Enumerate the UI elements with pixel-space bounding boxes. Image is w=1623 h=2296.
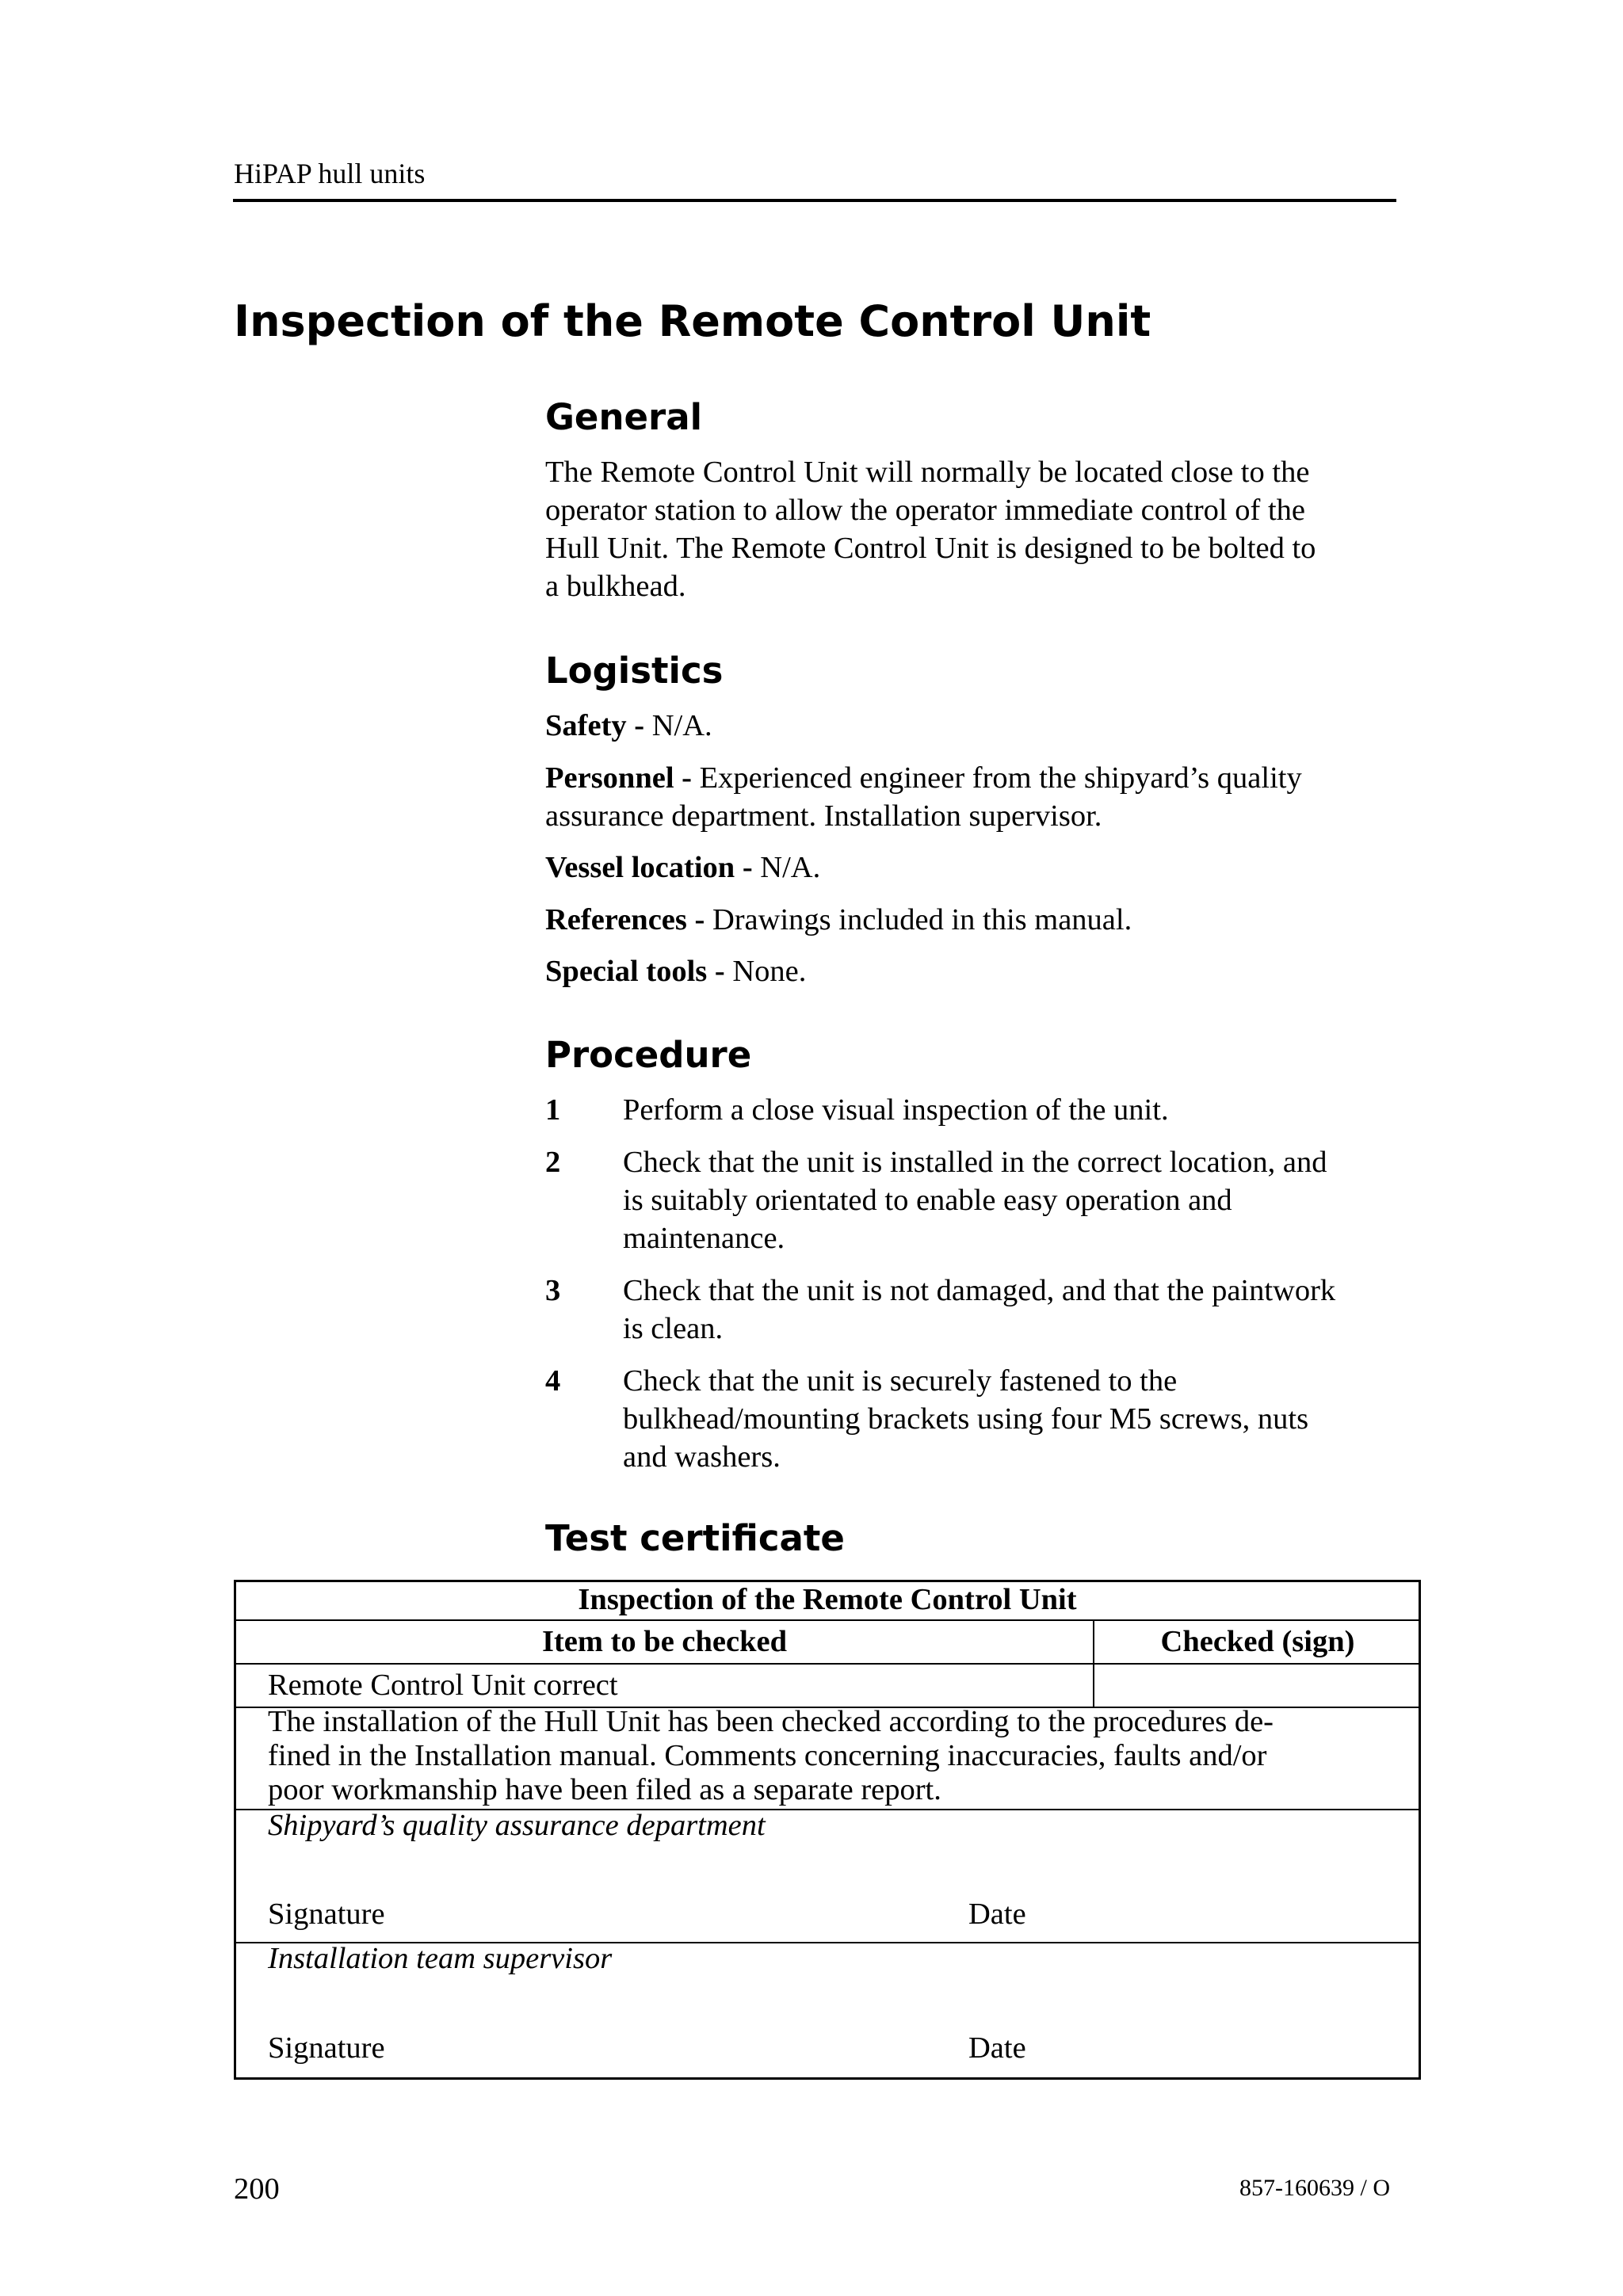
step-text [623,1143,1415,1257]
supervisor-label: Installation team supervisor [268,1942,613,1975]
step-text [623,1362,1415,1476]
qa-date-label: Date [968,1897,1026,1931]
statement-line: poor workmanship have been filed as a separate report. [268,1773,941,1806]
step-text [623,1091,1415,1129]
logistics-personnel [545,759,1409,835]
qa-department-label: Shipyard’s quality assurance department [268,1809,766,1842]
step-line: Check that the unit is securely fastened to the [623,1364,1178,1398]
general-line: operator station to allow the operator immediate control of the [545,494,1305,527]
qa-signature-label: Signature [268,1897,385,1931]
logistics-label: Personnel - [545,761,692,795]
logistics-heading: Logistics [545,650,724,692]
logistics-value: N/A. [760,851,821,884]
step-number: 2 [545,1146,561,1179]
logistics-label: Safety - [545,709,645,742]
logistics-special-tools [545,952,1409,990]
supervisor-date-label: Date [968,2031,1026,2065]
general-heading: General [545,396,702,438]
table-title: Inspection of the Remote Control Unit [578,1583,1077,1616]
step-line: bulkhead/mounting brackets using four M5 screws, nuts [623,1402,1309,1436]
step-line: Check that the unit is installed in the correct location, and [623,1146,1327,1179]
step-line: Check that the unit is not damaged, and that the paintwork [623,1274,1336,1307]
document-id: 857-160639 / O [1239,2175,1390,2201]
step-line: Perform a close visual inspection of the unit. [623,1093,1169,1127]
certificate-table [234,1580,1421,2080]
logistics-label: References - [545,903,705,936]
general-paragraph [545,453,1409,605]
logistics-label: Special tools - [545,955,725,988]
column-header-checked: Checked (sign) [1160,1625,1355,1658]
table-divider [236,1663,1419,1665]
logistics-value: N/A. [651,709,712,742]
logistics-references [545,901,1409,939]
table-divider [236,1619,1419,1621]
step-line: and washers. [623,1440,781,1474]
general-line: Hull Unit. The Remote Control Unit is designed to be bolted to [545,532,1316,565]
certificate-heading: Test certificate [545,1517,845,1559]
item-row-label: Remote Control Unit correct [268,1669,618,1702]
logistics-value: assurance department. Installation supervisor. [545,799,1102,833]
step-line: is clean. [623,1312,724,1345]
logistics-label: Vessel location - [545,851,753,884]
step-number: 3 [545,1274,561,1307]
column-header-item: Item to be checked [542,1625,787,1658]
step-line: is suitably orientated to enable easy operation and [623,1184,1232,1217]
logistics-value: None. [732,955,807,988]
logistics-vessel-location [545,849,1409,887]
header-text: HiPAP hull units [234,158,426,189]
page-number: 200 [234,2172,280,2206]
step-number: 1 [545,1093,561,1127]
certificate-statement [268,1705,1274,1807]
header-rule [233,199,1396,202]
step-line: maintenance. [623,1222,785,1255]
supervisor-signature-label: Signature [268,2031,385,2065]
step-text [623,1272,1415,1348]
page-title: Inspection of the Remote Control Unit [234,296,1151,346]
logistics-safety [545,707,1409,745]
statement-line: fined in the Installation manual. Comments concerning inaccuracies, faults and/or [268,1739,1267,1772]
logistics-value: Drawings included in this manual. [712,903,1132,936]
general-line: a bulkhead. [545,570,686,603]
procedure-heading: Procedure [545,1034,752,1076]
step-number: 4 [545,1364,561,1398]
general-line: The Remote Control Unit will normally be located close to the [545,456,1310,489]
statement-line: The installation of the Hull Unit has been checked according to the procedures de- [268,1705,1274,1738]
logistics-value: Experienced engineer from the shipyard’s quality [699,761,1302,795]
